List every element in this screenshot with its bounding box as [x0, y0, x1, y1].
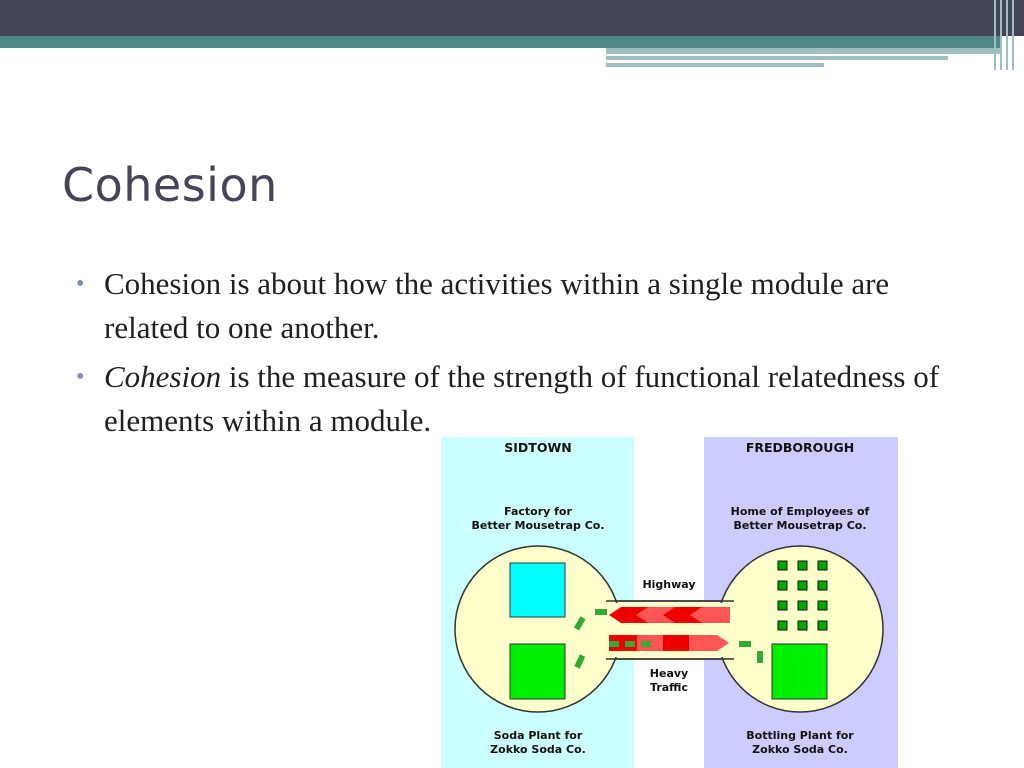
soda-label-line1: Soda Plant for [493, 729, 583, 742]
accent-bar [0, 36, 1000, 48]
bottling-label-line2: Zokko Soda Co. [752, 743, 848, 756]
bullet-item [72, 262, 972, 350]
accent-ribbon [606, 56, 948, 60]
soda-label-line2: Zokko Soda Co. [490, 743, 586, 756]
accent-ribbon [606, 63, 824, 67]
slide-title: Cohesion [62, 158, 278, 212]
accent-ribbon [606, 48, 1000, 54]
factory-box [510, 563, 565, 617]
bullet-dot-icon: • [76, 271, 85, 297]
bullet-text: Cohesion is about how the activities within a single module are related to one another. [104, 266, 890, 345]
bottling-plant-box [772, 644, 827, 699]
employees-label-line1: Home of Employees of [730, 505, 870, 518]
employees-label-line2: Better Mousetrap Co. [733, 519, 867, 532]
sidtown-label: SIDTOWN [504, 440, 572, 455]
diagram-svg [441, 437, 898, 768]
factory-label-line2: Better Mousetrap Co. [471, 519, 605, 532]
highway-label: Highway [642, 578, 696, 591]
factory-label-line1: Factory for [504, 505, 572, 518]
corner-stripes [994, 0, 1024, 70]
bullet-dot-icon: • [76, 364, 85, 390]
traffic-label-line1: Heavy [649, 667, 689, 680]
traffic-label-line2: Traffic [650, 681, 688, 694]
soda-plant-box [510, 644, 565, 699]
bullet-emphasis: Cohesion [104, 359, 222, 394]
cohesion-diagram [441, 437, 898, 768]
traffic-arrows-left [609, 607, 730, 623]
top-banner [0, 0, 1024, 36]
fredborough-label: FREDBOROUGH [745, 440, 855, 455]
bottling-label-line1: Bottling Plant for [746, 729, 854, 742]
bullet-item [72, 355, 972, 443]
bullet-list [72, 262, 972, 448]
bullet-text: is the measure of the strength of functional relatedness of elements within a module. [104, 359, 940, 438]
